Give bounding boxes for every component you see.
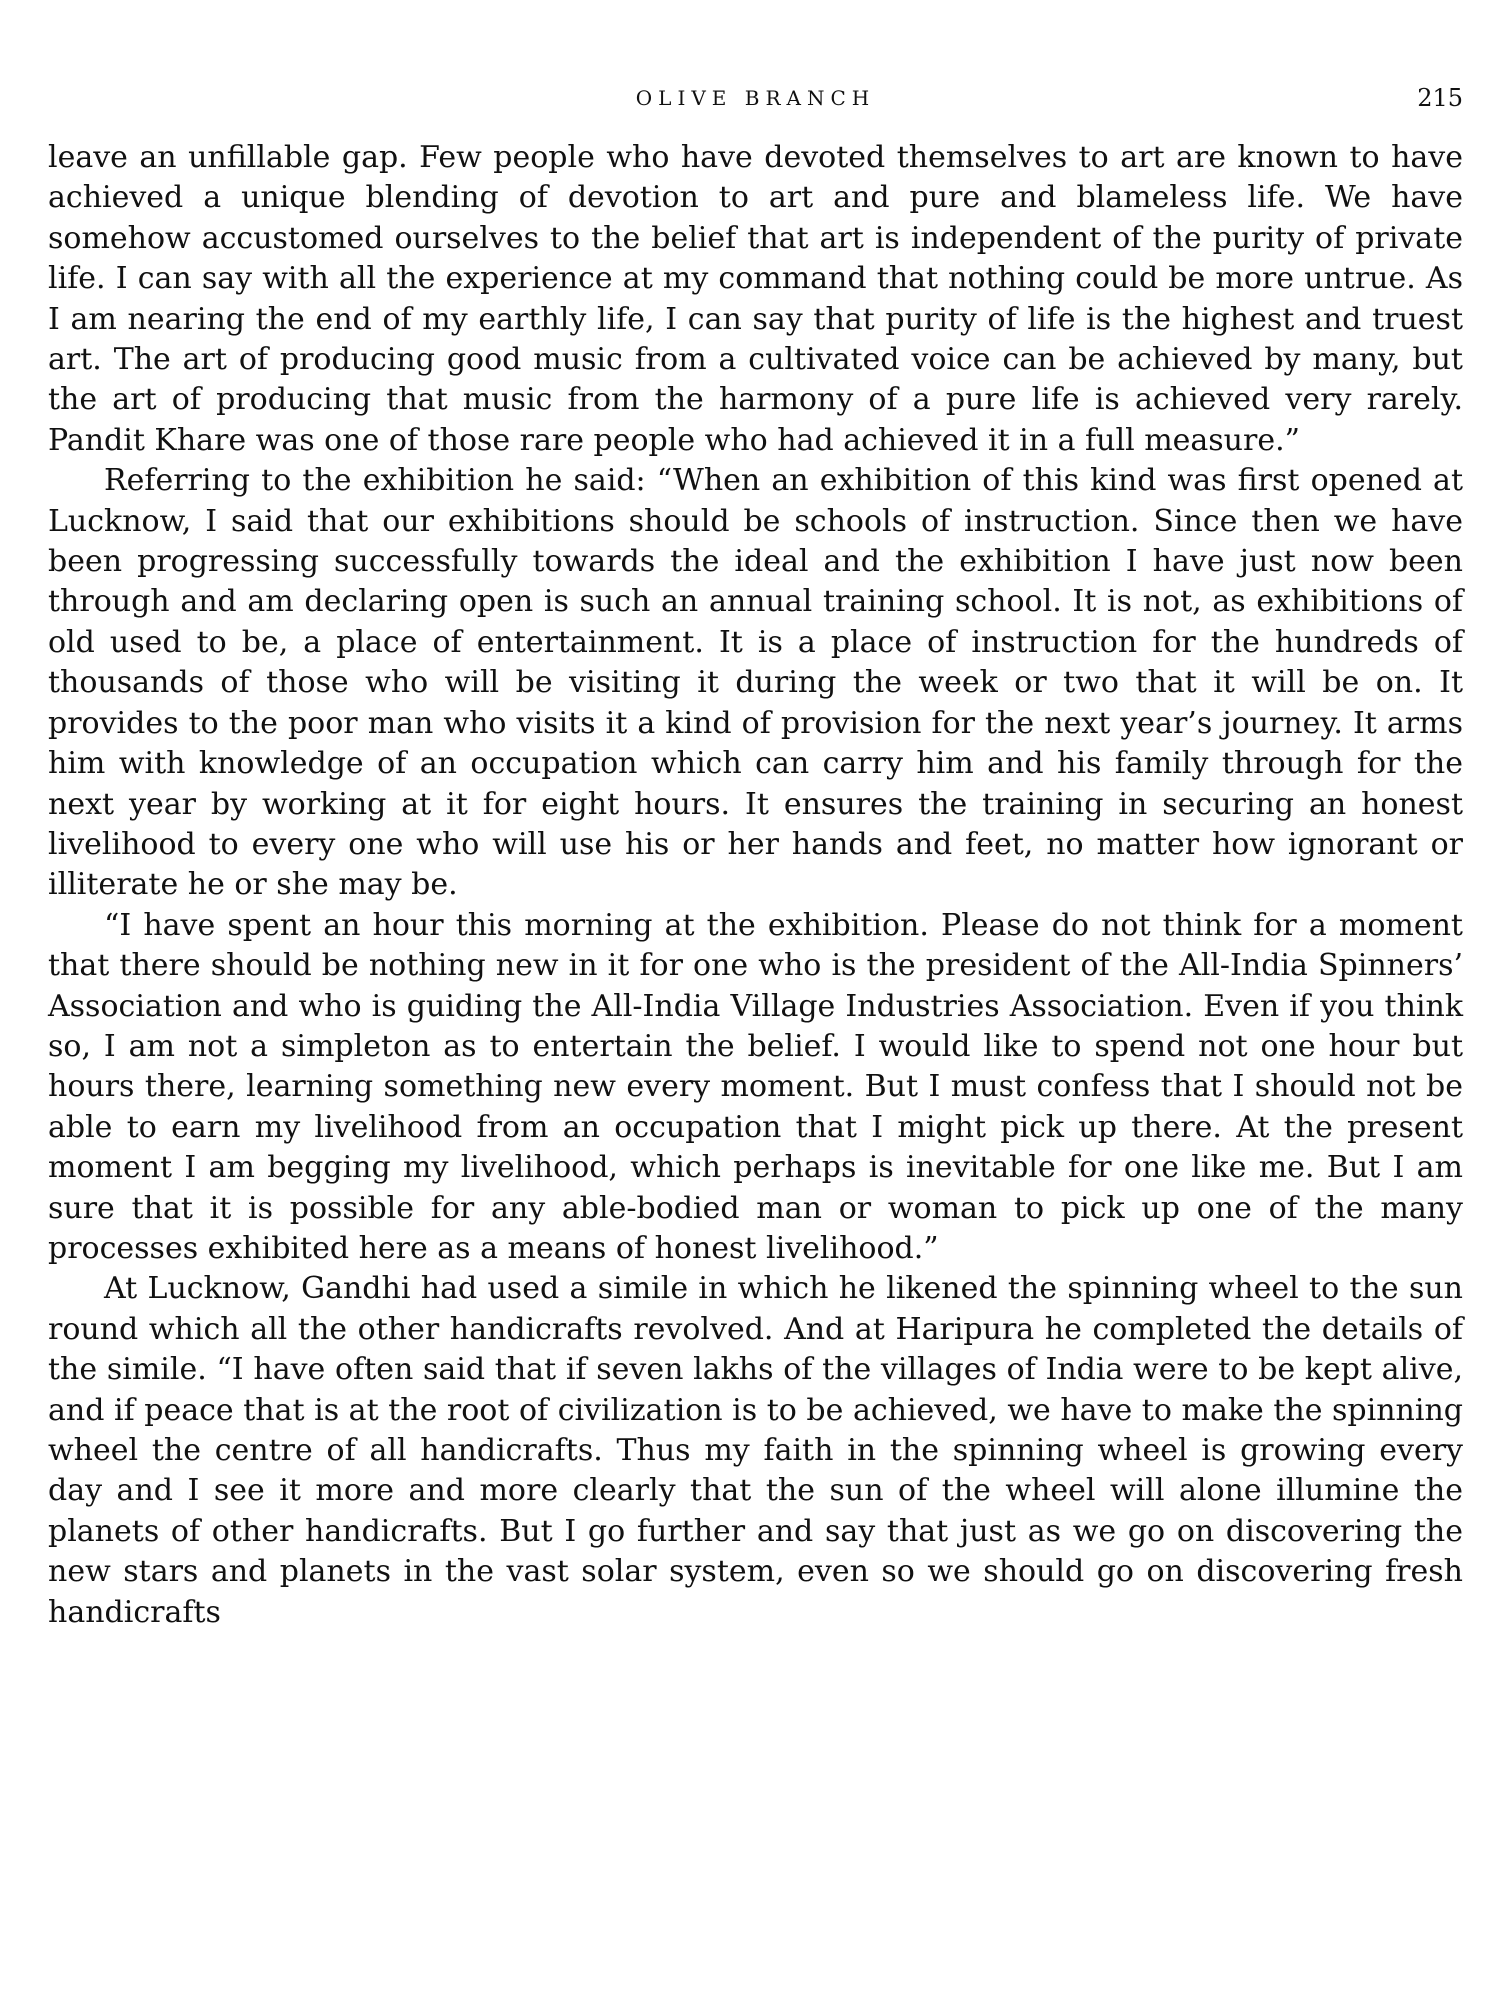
paragraph-spinning-wheel-simile: At Lucknow, Gandhi had used a simile in which he likened the spinning wheel to the sun round which all the other handicrafts revolved. And at Haripura he completed the details of the simile. “I have often said that if seven lakhs of the villages of India were to be kept alive, and if peace that is at the root of civilization is to be achieved, we have to make the spinning wheel the centre of all handicrafts. Thus my faith in the spinning wheel is growing every day and I see it more and more clearly that the sun of the wheel will alone illumine the planets of other handicrafts. But I go further and say that just as we go on discovering the new stars and planets in the vast solar system, even so we should go on discovering fresh handicrafts	[48, 1271, 1463, 1630]
running-head	[48, 80, 1463, 116]
body-text	[48, 138, 1463, 1633]
paragraph-exhibition-speech: Referring to the exhibition he said: “When an exhibition of this kind was first opened at Lucknow, I said that our exhibitions should be schools of instruction. Since then we have been progressing successfully towards the ideal and the exhibition I have just now been through and am declaring open is such an annual training school. It is not, as exhibitions of old used to be, a place of entertainment. It is a place of instruction for the hundreds of thousands of those who will be visiting it during the week or two that it will be on. It provides to the poor man who visits it a kind of provision for the next year’s journey. It arms him with knowledge of an occupation which can carry him and his family through for the next year by working at it for eight hours. It ensures the training in securing an honest livelihood to every one who will use his or her hands and feet, no matter how ignorant or illiterate he or she may be.	[48, 463, 1463, 903]
page-number: 215	[1417, 84, 1463, 112]
running-title: OLIVE BRANCH	[635, 86, 876, 110]
paragraph-hour-at-exhibition: “I have spent an hour this morning at the exhibition. Please do not think for a moment that there should be nothing new in it for one who is the president of the All-India Spinners’ Association and who is guiding the All-India Village Industries Association. Even if you think so, I am not a simpleton as to entertain the belief. I would like to spend not one hour but hours there, learning something new every moment. But I must confess that I should not be able to earn my livelihood from an occupation that I might pick up there. At the present moment I am begging my livelihood, which perhaps is inevitable for one like me. But I am sure that it is possible for any able-bodied man or woman to pick up one of the many processes exhibited here as a means of honest livelihood.”	[48, 907, 1463, 1266]
paragraph-continued: leave an unfillable gap. Few people who have devoted themselves to art are known to have achieved a unique blending of devotion to art and pure and blameless life. We have somehow accustomed ourselves to the belief that art is independent of the purity of private life. I can say with all the experience at my command that nothing could be more untrue. As I am nearing the end of my earthly life, I can say that purity of life is the highest and truest art. The art of producing good music from a cultivated voice can be achieved by many, but the art of producing that music from the harmony of a pure life is achieved very rarely. Pandit Khare was one of those rare people who had achieved it in a full measure.”	[48, 140, 1463, 458]
